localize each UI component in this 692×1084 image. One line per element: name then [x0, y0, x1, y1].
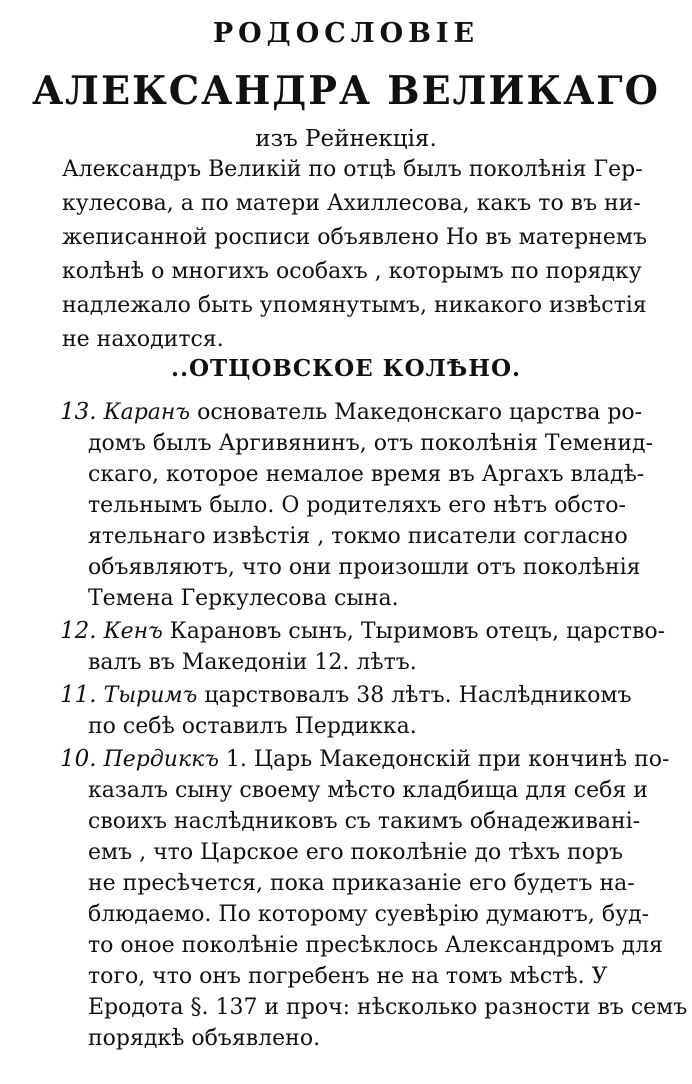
ruler-name: Кенъ	[103, 619, 163, 644]
entry-line: не пресѣчется, пока приказаніе его будетъ на-	[88, 871, 635, 896]
entry-line: Еродота §. 137 и проч: нѣсколько разности въ семъ	[88, 995, 688, 1020]
entry-number: 10.	[60, 746, 97, 772]
entry-line: по себѣ оставилъ Пердикка.	[88, 714, 417, 739]
entry-line: скаго, которое немалое время въ Аргахъ владѣ-	[88, 462, 645, 487]
genealogy-entry	[60, 616, 666, 678]
entry-line: казалъ сыну своему мѣсто кладбища для себя и	[88, 778, 648, 803]
intro-line: кулесова, а по матери Ахиллесова, какъ то въ ни-	[62, 191, 641, 216]
entry-line: своихъ наслѣдниковъ съ такимъ обнадеживані-	[88, 809, 641, 834]
intro-line: Александръ Великій по отцѣ былъ поколѣнія Гер-	[62, 157, 643, 182]
entry-line: ятельнаго извѣстія , токмо писатели согласно	[88, 524, 628, 549]
section-heading: ..ОТЦОВСКОЕ КОЛѢНО.	[171, 355, 521, 382]
entry-line: того, что онъ погребенъ не на томъ мѣстѣ. У	[88, 964, 608, 989]
document-title-small: РОДОСЛОВІЕ	[212, 18, 480, 49]
entry-text: Карановъ сынъ, Тыримовъ отецъ, царство-	[169, 619, 666, 644]
genealogy-entry	[60, 680, 640, 742]
document-title-main: АЛЕКСАНДРА ВЕЛИКАГО	[32, 68, 660, 114]
ruler-name: Пердиккъ	[103, 747, 219, 772]
intro-line: не находится.	[62, 327, 224, 352]
intro-line: колѣнѣ о многихъ особахъ , которымъ по порядку	[62, 259, 642, 284]
genealogy-entry	[60, 744, 688, 1054]
entry-line: домъ былъ Аргивянинъ, отъ поколѣнія Теменид-	[88, 431, 654, 456]
intro-line: надлежало быть упомянутымъ, никакого извѣстія	[62, 293, 647, 318]
entry-number: 12.	[60, 618, 97, 644]
entry-first-line	[60, 397, 643, 428]
entry-number: 11.	[60, 682, 97, 708]
entry-first-line	[60, 744, 670, 775]
entry-line: объявляютъ, что они произошли отъ поколѣнія	[88, 555, 641, 580]
entry-text: 1. Царь Македонскій при кончинѣ по-	[225, 747, 670, 772]
entry-line: Темена Геркулесова сына.	[88, 586, 399, 611]
entry-line: валъ въ Македоніи 12. лѣтъ.	[88, 650, 417, 675]
entry-text: основатель Македонскаго царства ро-	[197, 400, 643, 425]
intro-line: жеписанной росписи объявлено Но въ матернемъ	[62, 225, 647, 250]
entry-first-line	[60, 616, 666, 647]
intro-paragraph	[62, 153, 647, 357]
genealogy-entries	[60, 397, 688, 1054]
entry-first-line	[60, 680, 640, 711]
genealogy-entry	[60, 397, 654, 614]
entry-text: царствовалъ 38 лѣтъ. Наслѣдникомъ	[204, 683, 632, 708]
ruler-name: Тыримъ	[103, 683, 198, 708]
entry-line: блюдаемо. По которому суевѣрію думаютъ, буд-	[88, 902, 650, 927]
entry-line: порядкѣ объявлено.	[88, 1026, 321, 1051]
entry-number: 13.	[60, 399, 97, 425]
entry-line: емъ , что Царское его поколѣніе до тѣхъ поръ	[88, 840, 624, 865]
entry-line: то оное поколѣніе пресѣклось Александромъ для	[88, 933, 663, 958]
entry-line: тельнымъ было. О родителяхъ его нѣтъ обсто-	[88, 493, 626, 518]
document-subtitle: изъ Рейнекція.	[255, 126, 437, 152]
ruler-name: Каранъ	[103, 400, 191, 425]
